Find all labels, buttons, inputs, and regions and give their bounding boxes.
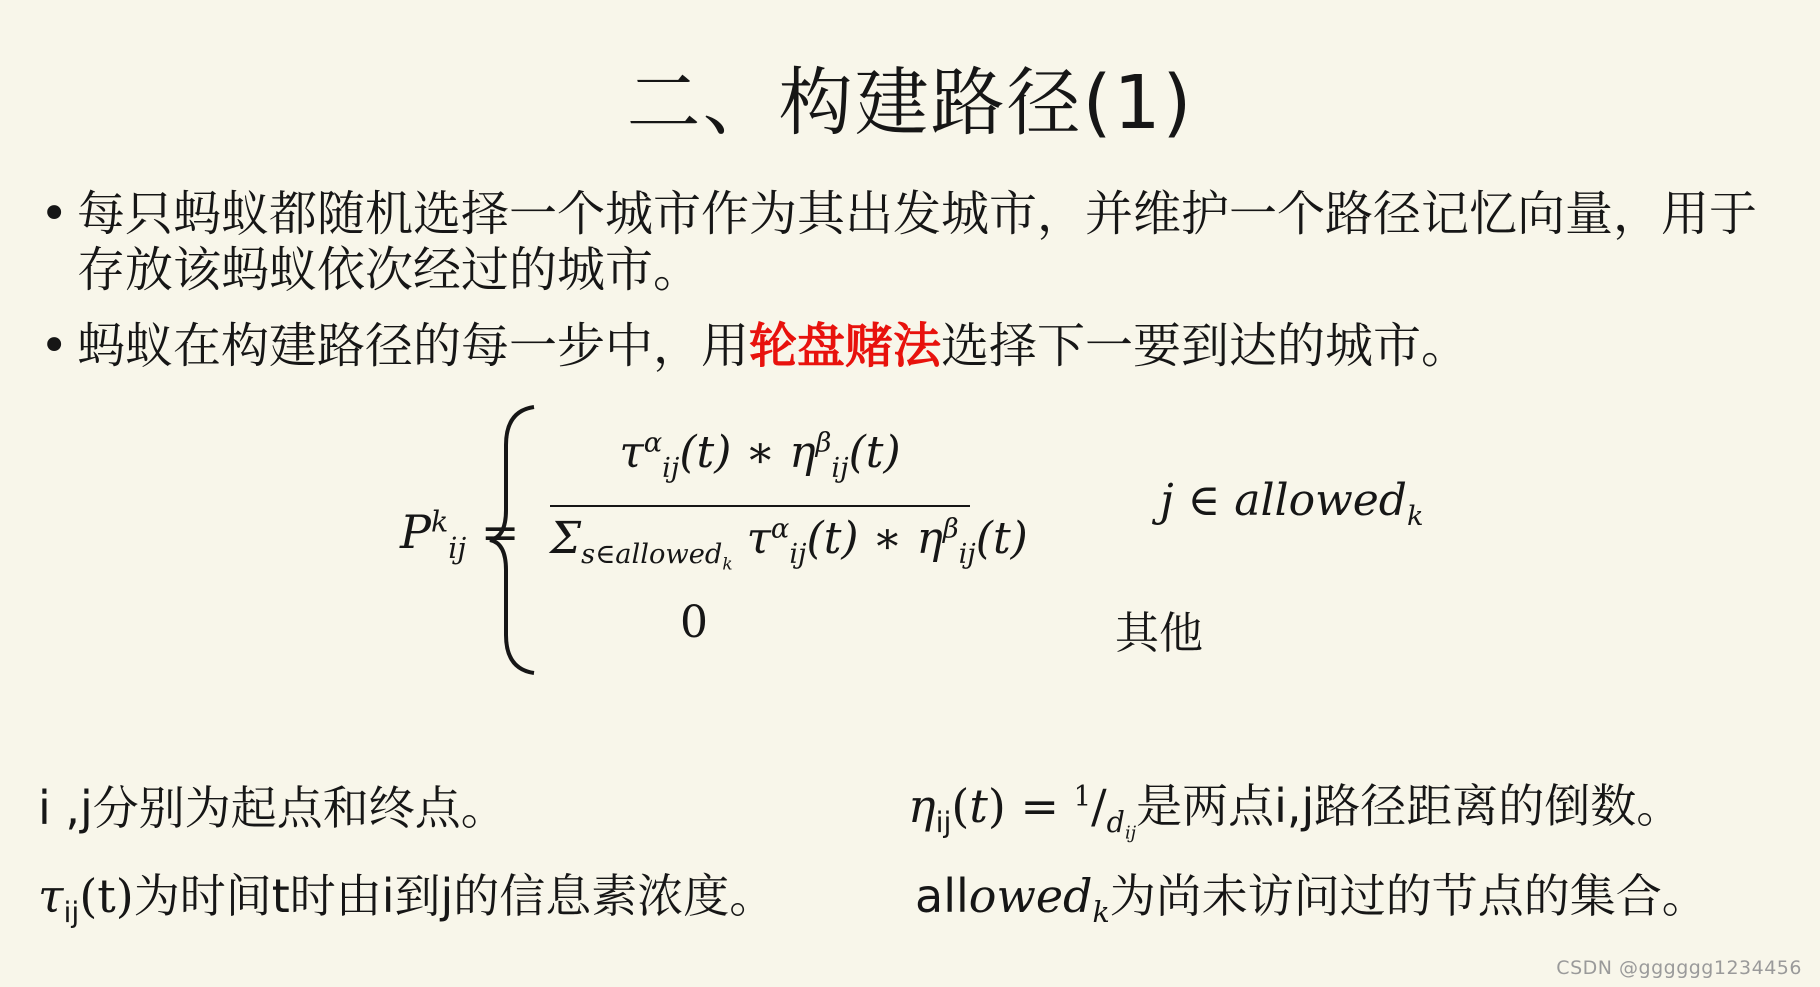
bullet-2-text-before: 蚂蚁在构建路径的每一步中，用 xyxy=(77,318,750,374)
note-allowed: allowed$_k$为尚未访问过的节点的集合。 xyxy=(915,869,1708,930)
bullet-2-text xyxy=(77,318,1785,374)
bullet-2-highlight: 轮盘赌法 xyxy=(749,318,942,374)
formula-lhs: $P^k_{ij}$ = xyxy=(400,505,520,566)
bullet-2 xyxy=(40,318,1785,374)
bullet-2-text-after: 选择下一要到达的城市。 xyxy=(941,318,1470,374)
formula-denominator: $\Sigma_{s\in allowed_k}$ $\tau^\alpha_{ij}(t)$ ∗ $\eta^\beta_{ij}(t)$ xyxy=(550,513,1028,574)
bullet-1-text: 每只蚂蚁都随机选择一个城市作为其出发城市，并维护一个路径记忆向量，用于存放该蚂蚁依次经过的城市。 xyxy=(77,186,1758,298)
formula-numerator: $\tau^\alpha_{ij}(t)$ ∗ $\eta^\beta_{ij}(t)$ xyxy=(619,427,901,484)
bullet-dot: • xyxy=(40,318,69,374)
slide-title: 二、构建路径(1) xyxy=(626,60,1194,146)
formula-zero: 0 xyxy=(680,597,708,648)
bullet-dot: • xyxy=(40,186,69,242)
note-tau: $\tau_{ij}(t)$为时间t时由i到j的信息素浓度。 xyxy=(38,869,776,930)
condition-other: 其他 xyxy=(1115,608,1203,659)
condition-allowed: j ∈ allowed$_k$ xyxy=(1160,475,1424,532)
bullet-1 xyxy=(40,186,1785,298)
probability-formula xyxy=(390,405,1460,675)
left-brace-icon xyxy=(484,405,544,675)
fraction-line xyxy=(550,505,970,507)
note-eta: $\eta_{ij}(t) = ^1/_{d_{ij}}$是两点i,j路径距离的倒数。 xyxy=(908,779,1683,844)
note-start-end: i ,j分别为起点和终点。 xyxy=(38,781,507,835)
watermark: CSDN @gggggg1234456 xyxy=(1556,957,1802,979)
